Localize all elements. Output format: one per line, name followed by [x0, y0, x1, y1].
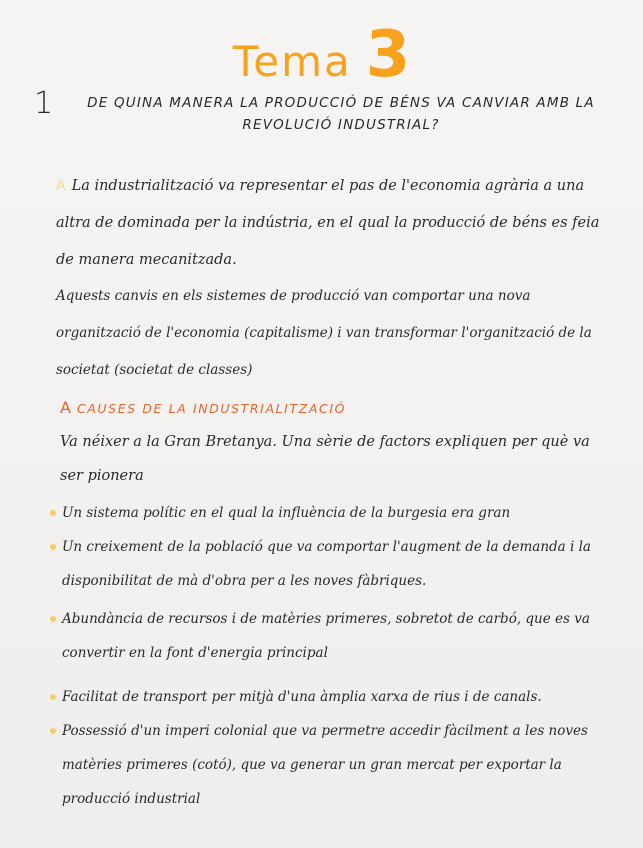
section-heading-text: CAUSES DE LA INDUSTRIALITZACIÓ	[76, 401, 347, 416]
section-letter: A	[60, 398, 71, 417]
causes-list	[50, 496, 600, 816]
paragraph-1-text: La industrialització va representar el pas de l'economia agrària a una altra de dominada per la indústria, en el qual la producció de béns es feia de manera mecanitzada.	[56, 178, 600, 268]
title-number: 3	[365, 18, 411, 92]
list-item: Possessió d'un imperi colonial que va permetre accedir fàcilment a les noves matèries primeres (cotó), que va generar un gran mercat per exportar la producció industrial	[50, 714, 600, 816]
paragraph-2: Aquests canvis en els sistemes de producció van comportar una nova organització de l'economia (capitalisme) i van transformar l'organització de la societat (societat de classes)	[56, 288, 592, 378]
list-item: Un sistema polític en el qual la influència de la burgesia era gran	[50, 496, 600, 530]
list-item: Facilitat de transport per mitjà d'una àmplia xarxa de rius i de canals.	[50, 680, 600, 714]
section-intro: Va néixer a la Gran Bretanya. Una sèrie de factors expliquen per què va ser pionera	[60, 434, 590, 484]
title-word: Tema	[232, 37, 352, 86]
list-item: Abundància de recursos i de matèries primeres, sobretot de carbó, que es va convertir en la font d'energia principal	[50, 602, 600, 670]
list-item: Un creixement de la població que va comportar l'augment de la demanda i la disponibilitat de mà d'obra per a les noves fàbriques.	[50, 530, 600, 598]
paragraph-1	[56, 168, 601, 279]
page-title	[0, 18, 643, 92]
question-block	[34, 86, 614, 136]
question-text: DE QUINA MANERA LA PRODUCCIÓ DE BÉNS VA CANVIAR AMB LA REVOLUCIÓ INDUSTRIAL?	[87, 95, 595, 133]
paragraph-marker: A	[56, 178, 66, 194]
section-heading	[60, 398, 600, 417]
question-number: 1	[34, 86, 54, 121]
